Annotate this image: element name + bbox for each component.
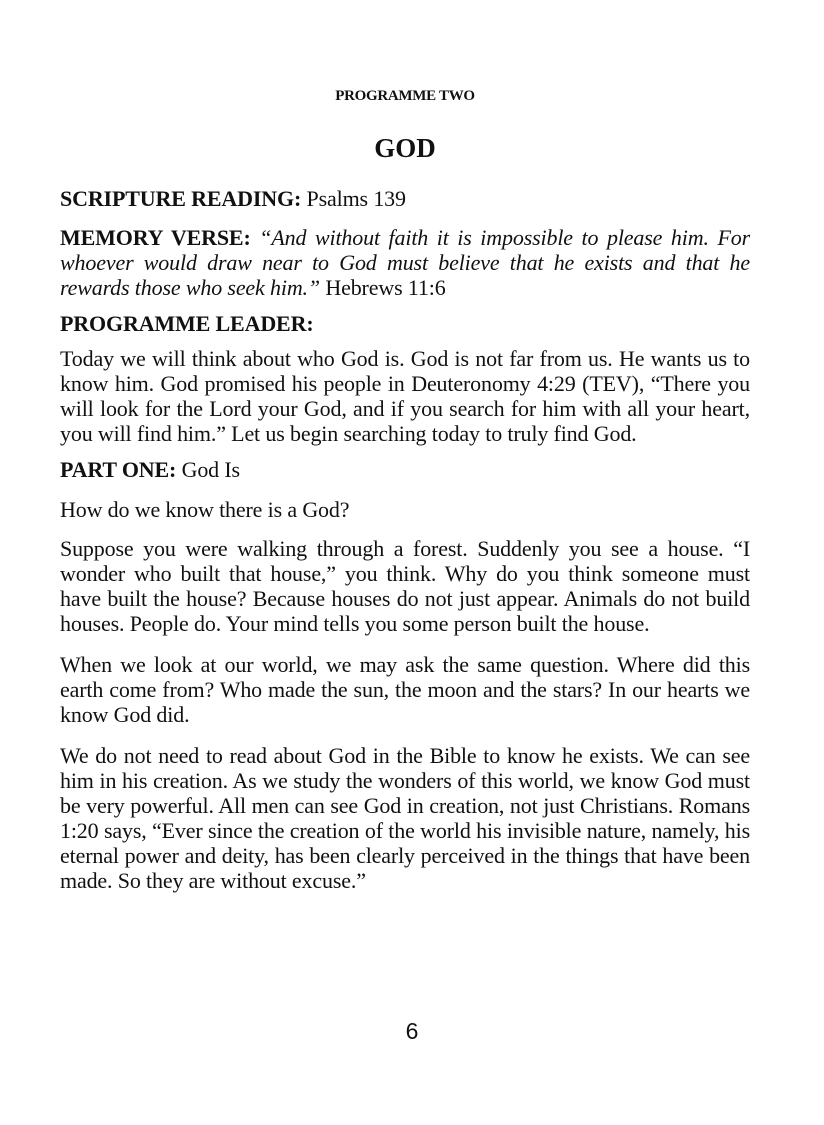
scripture-reading-text: Psalms 139	[301, 186, 406, 211]
memory-verse-label: MEMORY VERSE:	[60, 225, 251, 250]
page-content	[60, 88, 750, 893]
question-paragraph: How do we know there is a God?	[60, 497, 350, 522]
part-one-label: PART ONE:	[60, 457, 177, 482]
running-head: PROGRAMME TWO	[335, 88, 475, 104]
programme-leader-heading	[60, 311, 750, 336]
suppose-paragraph: Suppose you were walking through a forest. Suddenly you see a house. “I wonder who built that house,” you think. Why do you think someone must have built the house? Because houses do not just appear. Animals do not build houses. People do. Your mind tells you some person built the house.	[60, 536, 750, 636]
part-one-title: God Is	[176, 457, 240, 482]
intro-paragraph: Today we will think about who God is. God is not far from us. He wants us to know him. God promised his people in Deuteronomy 4:29 (TEV), “There you will look for the Lord your God, and if you search for him with all your heart, you will find him.” Let us begin searching today to truly find God.	[60, 346, 750, 446]
part-one-heading	[60, 457, 750, 482]
creation-paragraph: We do not need to read about God in the Bible to know he exists. We can see him in his creation. As we study the wonders of this world, we know God must be very powerful. All men can see God in creation, not just Christians. Romans 1:20 says, “Ever since the creation of the world his invisible nature, namely, his eternal power and deity, has been clearly perceived in the things that have been made. So they are without excuse.”	[60, 743, 750, 893]
scripture-reading	[60, 186, 750, 211]
world-paragraph: When we look at our world, we may ask the same question. Where did this earth come from? Who made the sun, the moon and the stars? In our hearts we know God did.	[60, 652, 750, 727]
scripture-reading-label: SCRIPTURE READING:	[60, 186, 302, 211]
memory-verse-text: “And without faith it is impossible to please him. For whoever would draw near to God must believe that he exists and that he rewards those who seek him.”	[60, 225, 750, 300]
programme-leader-label: PROGRAMME LEADER:	[60, 311, 314, 336]
memory-verse	[60, 225, 750, 300]
page-number: 6	[405, 1018, 419, 1044]
page-title: GOD	[374, 133, 436, 163]
memory-verse-reference: Hebrews 11:6	[320, 275, 446, 300]
